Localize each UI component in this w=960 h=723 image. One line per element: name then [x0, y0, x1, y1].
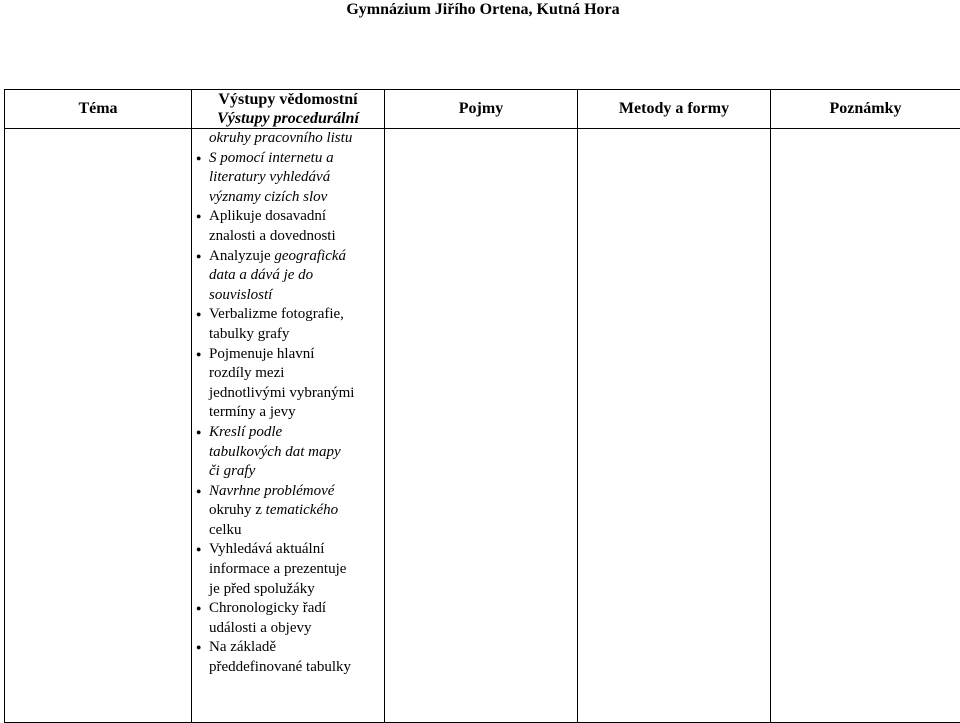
- col-header-tema: Téma: [5, 90, 192, 129]
- outcome-line: Aplikuje dosavadní: [209, 207, 384, 227]
- bullet-icon: ●: [196, 247, 206, 267]
- outcome-line: S pomocí internetu a: [209, 149, 384, 169]
- bullet-icon: ●: [196, 423, 206, 443]
- bullet-icon: ●: [196, 149, 206, 169]
- outcome-line: jednotlivými vybranými: [209, 384, 384, 404]
- bullet-icon: ●: [196, 482, 206, 502]
- outcomes-intro: okruhy pracovního listu: [196, 129, 384, 149]
- cell-tema: [5, 129, 192, 723]
- bullet-icon: ●: [196, 540, 206, 560]
- outcome-line: Analyzuje geografická: [209, 247, 384, 267]
- outcome-line: je před spolužáky: [209, 580, 384, 600]
- outcome-line: souvislostí: [209, 286, 384, 306]
- outcome-line: významy cizích slov: [209, 188, 384, 208]
- outcome-item: [196, 149, 384, 208]
- outcome-item: [196, 482, 384, 541]
- table-header-row: [5, 90, 960, 129]
- outcome-line: události a objevy: [209, 619, 384, 639]
- outcome-item: [196, 305, 384, 344]
- outcome-line: celku: [209, 521, 384, 541]
- outcome-line: Pojmenuje hlavní: [209, 345, 384, 365]
- bullet-icon: ●: [196, 207, 206, 227]
- outcome-item: [196, 540, 384, 599]
- cell-poznamky: [771, 129, 960, 723]
- outcome-line: tabulky grafy: [209, 325, 384, 345]
- outcome-line: předdefinované tabulky: [209, 658, 384, 678]
- col-header-vystupy-vedomostni: Výstupy vědomostní: [192, 90, 384, 109]
- col-header-vystupy: [192, 90, 385, 129]
- outcome-item: [196, 247, 384, 306]
- outcome-line: znalosti a dovednosti: [209, 227, 384, 247]
- cell-pojmy: [385, 129, 578, 723]
- outcome-line: literatury vyhledává: [209, 168, 384, 188]
- outcome-line: termíny a jevy: [209, 403, 384, 423]
- bullet-icon: ●: [196, 599, 206, 619]
- bullet-icon: ●: [196, 305, 206, 325]
- cell-vystupy: [192, 129, 385, 723]
- outcomes-list: [192, 129, 384, 678]
- outcome-line: okruhy z tematického: [209, 501, 384, 521]
- outcome-line: informace a prezentuje: [209, 560, 384, 580]
- outcome-line: Kreslí podle: [209, 423, 384, 443]
- col-header-metody: Metody a formy: [578, 90, 771, 129]
- outcome-line: Chronologicky řadí: [209, 599, 384, 619]
- outcome-item: [196, 423, 384, 482]
- page-header: Gymnázium Jiřího Ortena, Kutná Hora: [0, 0, 960, 20]
- curriculum-table: [4, 89, 960, 723]
- outcome-item: [196, 599, 384, 638]
- col-header-pojmy: Pojmy: [385, 90, 578, 129]
- col-header-poznamky: Poznámky: [771, 90, 960, 129]
- col-header-vystupy-proceduralni: Výstupy procedurální: [192, 109, 384, 128]
- outcome-line: Vyhledává aktuální: [209, 540, 384, 560]
- cell-metody: [578, 129, 771, 723]
- outcome-item: [196, 207, 384, 246]
- bullet-icon: ●: [196, 345, 206, 365]
- outcome-line: Verbalizme fotografie,: [209, 305, 384, 325]
- outcome-line: data a dává je do: [209, 266, 384, 286]
- outcome-line: tabulkových dat mapy: [209, 443, 384, 463]
- outcome-item: [196, 345, 384, 423]
- bullet-icon: ●: [196, 638, 206, 658]
- outcome-line: rozdíly mezi: [209, 364, 384, 384]
- outcome-line: Navrhne problémové: [209, 482, 384, 502]
- outcome-item: [196, 638, 384, 677]
- table-row: [5, 129, 960, 723]
- outcome-line: či grafy: [209, 462, 384, 482]
- outcome-line: Na základě: [209, 638, 384, 658]
